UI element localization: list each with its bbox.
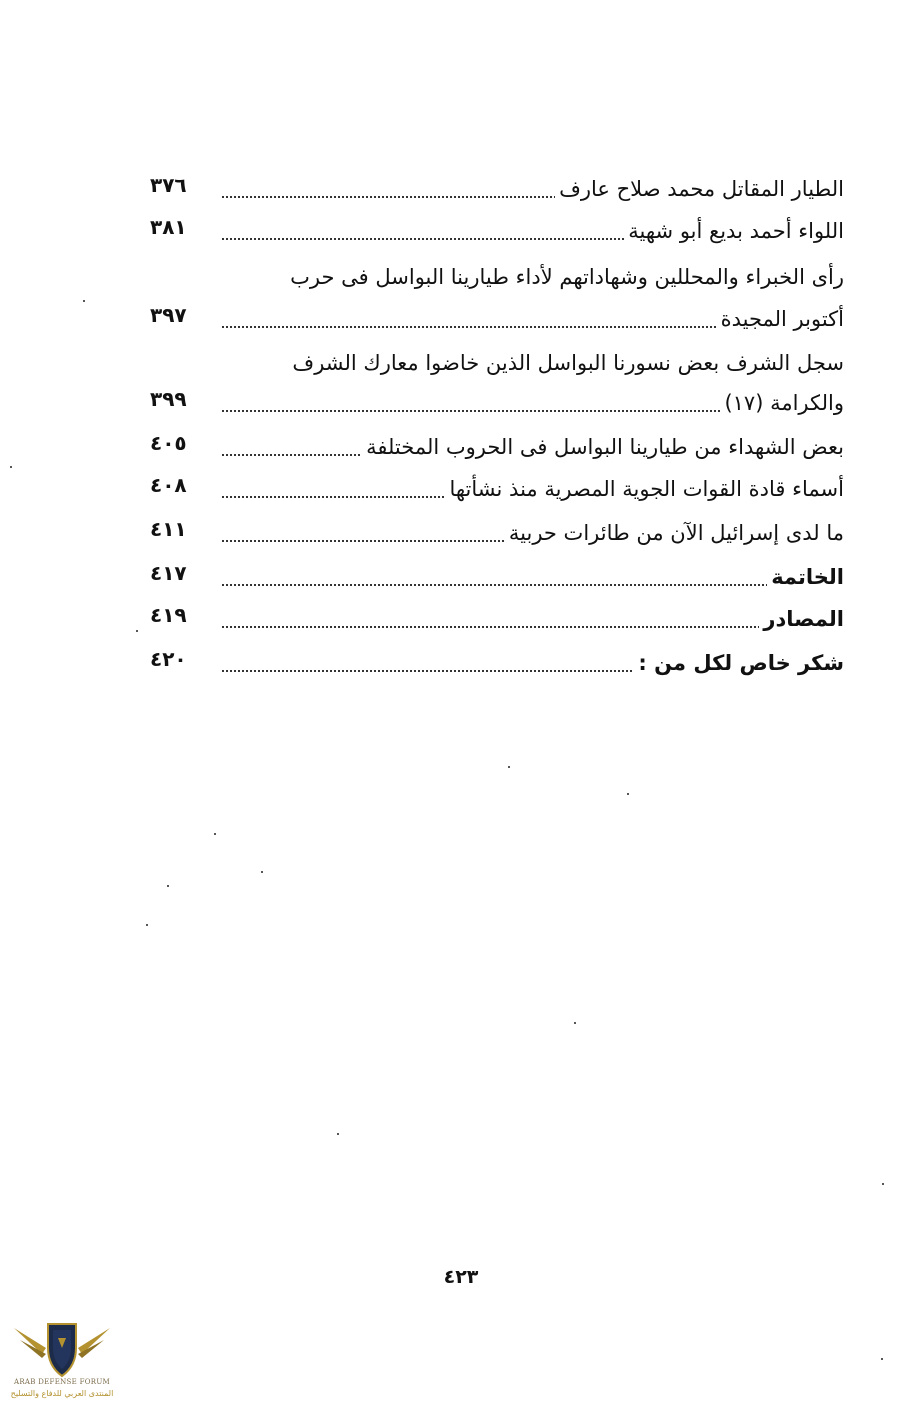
toc-entry-title: الخاتمة — [767, 562, 844, 592]
scan-speck — [146, 924, 148, 926]
scan-speck — [882, 1183, 884, 1185]
watermark-line2: المنتدى العربي للدفاع والتسليح — [10, 1389, 114, 1398]
toc-entry-martyrs[interactable] — [150, 428, 850, 472]
toc-entry-commanders[interactable] — [150, 470, 850, 514]
toc-entry-page: ٤٢٠ — [150, 647, 187, 671]
watermark-logo — [6, 1318, 118, 1402]
toc-entry-page: ٤٠٨ — [150, 473, 187, 497]
toc-entry-israel-aircraft[interactable] — [150, 514, 850, 558]
toc-entry-page: ٣٨١ — [150, 215, 187, 239]
toc-entry-title: اللواء أحمد بديع أبو شهية — [624, 216, 844, 246]
toc-entry-page: ٤١٧ — [150, 561, 187, 585]
toc-entry-title: أكتوبر المجيدة — [717, 304, 844, 334]
toc-entry-title: شكر خاص لكل من : — [634, 648, 844, 678]
toc-entry-abu-shahia[interactable] — [150, 212, 850, 256]
toc-entry-page: ٣٩٧ — [150, 303, 187, 327]
scan-speck — [136, 630, 138, 632]
toc-entry-title: سجل الشرف بعض نسورنا البواسل الذين خاضوا معارك الشرف — [288, 348, 844, 378]
scan-speck — [10, 466, 12, 468]
toc-entry-conclusion[interactable] — [150, 558, 850, 602]
toc-entry-honor-line2[interactable] — [150, 384, 850, 428]
toc-entry-title: المصادر — [759, 604, 844, 634]
scan-speck — [627, 793, 629, 795]
scan-speck — [261, 871, 263, 873]
toc-entry-page: ٤١١ — [150, 517, 187, 541]
scan-speck — [574, 1022, 576, 1024]
scan-speck — [337, 1133, 339, 1135]
toc-entry-sources[interactable] — [150, 600, 850, 644]
toc-entry-page: ٤١٩ — [150, 603, 187, 627]
scan-speck — [167, 885, 169, 887]
toc-entry-title: أسماء قادة القوات الجوية المصرية منذ نشأتها — [445, 474, 844, 504]
toc-entry-arif[interactable] — [150, 170, 850, 214]
toc-entry-title: والكرامة (١٧) — [720, 388, 844, 418]
scan-speck — [214, 833, 216, 835]
scan-speck — [508, 766, 510, 768]
dot-leader — [222, 584, 844, 586]
page-number: ٤٢٣ — [443, 1266, 479, 1288]
dot-leader — [222, 626, 844, 628]
toc-entry-page: ٤٠٥ — [150, 431, 187, 455]
toc-entry-page: ٣٩٩ — [150, 387, 187, 411]
toc-entry-title: بعض الشهداء من طيارينا البواسل فى الحروب المختلفة — [362, 432, 844, 462]
watermark-line1: ARAB DEFENSE FORUM — [13, 1378, 111, 1386]
toc-entry-honor-line1[interactable] — [150, 344, 850, 388]
toc-entry-page: ٣٧٦ — [150, 173, 187, 197]
scan-speck — [83, 300, 85, 302]
shield-wings-icon — [6, 1318, 118, 1380]
toc-entry-title: رأى الخبراء والمحللين وشهاداتهم لأداء طيارينا البواسل فى حرب — [286, 262, 844, 292]
toc-entry-title: ما لدى إسرائيل الآن من طائرات حربية — [505, 518, 844, 548]
scan-speck — [881, 1358, 883, 1360]
toc-entry-title: الطيار المقاتل محمد صلاح عارف — [555, 174, 844, 204]
toc-entry-experts-line2[interactable] — [150, 300, 850, 344]
toc-entry-experts-line1[interactable] — [150, 258, 850, 302]
toc-entry-thanks[interactable] — [150, 644, 850, 688]
